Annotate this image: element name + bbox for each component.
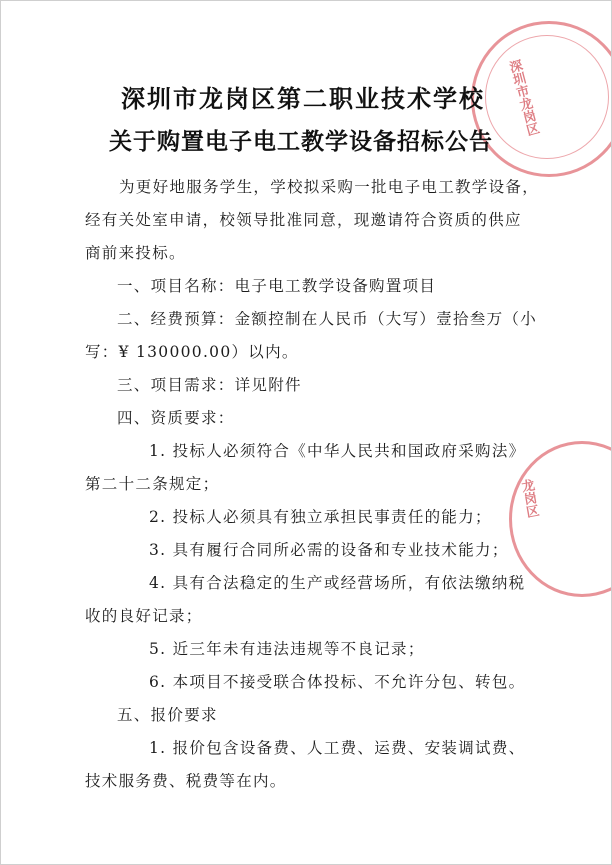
official-seal-top-text: 深圳市龙岗区: [505, 58, 540, 138]
body-line: 写：¥ 130000.00）以内。: [85, 343, 299, 361]
body-line: 为更好地服务学生，学校拟采购一批电子电工教学设备，: [119, 178, 540, 196]
body-line: 2. 投标人必须具有独立承担民事责任的能力；: [149, 508, 492, 526]
body-line: 经有关处室申请，校领导批准同意，现邀请符合资质的供应: [85, 211, 522, 229]
body-line: 商前来投标。: [85, 244, 186, 262]
body-line: 三、项目需求：详见附件: [117, 376, 302, 394]
body-line: 第二十二条规定；: [85, 475, 220, 493]
official-seal-side-text: 龙岗区: [517, 477, 540, 520]
body-line: 6. 本项目不接受联合体投标、不允许分包、转包。: [149, 673, 526, 691]
document-title-line2: 关于购置电子电工教学设备招标公告: [109, 128, 493, 155]
body-line: 5. 近三年未有违法违规等不良记录；: [149, 640, 425, 658]
body-line: 3. 具有履行合同所必需的设备和专业技术能力；: [149, 541, 509, 559]
body-line: 4. 具有合法稳定的生产或经营场所，有依法缴纳税: [149, 574, 526, 592]
document-title-line1: 深圳市龙岗区第二职业技术学校: [121, 84, 485, 113]
body-line: 二、经费预算：金额控制在人民币（大写）壹拾叁万（小: [117, 310, 538, 328]
body-line: 1. 报价包含设备费、人工费、运费、安装调试费、: [149, 739, 526, 757]
body-line: 四、资质要求：: [117, 409, 235, 427]
body-line: 1. 投标人必须符合《中华人民共和国政府采购法》: [149, 442, 526, 460]
body-line: 五、报价要求: [117, 706, 218, 724]
body-line: 技术服务费、税费等在内。: [85, 772, 287, 790]
body-line: 一、项目名称：电子电工教学设备购置项目: [117, 277, 437, 295]
body-line: 收的良好记录；: [85, 607, 203, 625]
